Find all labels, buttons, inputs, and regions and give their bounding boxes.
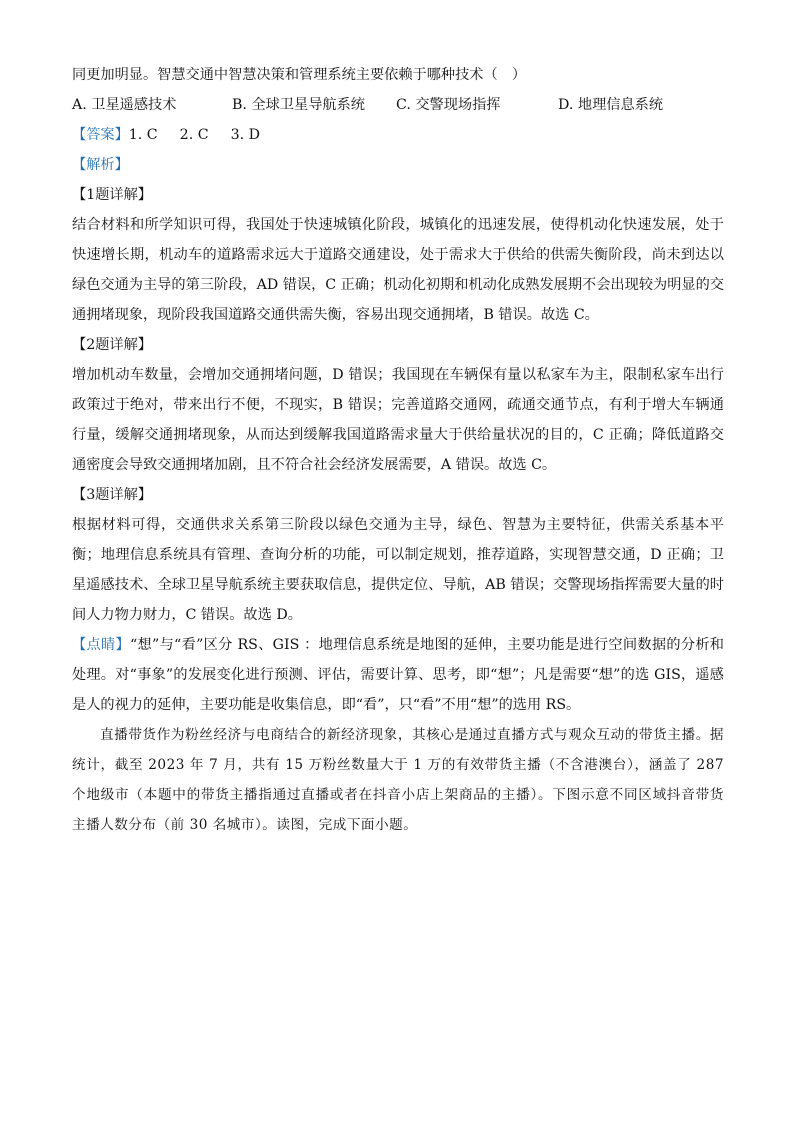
question-stem: 同更加明显。智慧交通中智慧决策和管理系统主要依赖于哪种技术（ ） [72,67,527,83]
option-a: A. 卫星遥感技术 [72,97,177,113]
material-paragraph: 直播带货作为粉丝经济与电商结合的新经济现象，其核心是通过直播方式与观众互动的带货主播。据统计，截至 2023 年 7 月，共有 15 万粉丝数量大于 1 万的有效带货主播（不含港澳台），涵盖了 287 个地级市（本题中的带货主播指通过直播或者在抖音小店上架商品的主播）。下图示意不同区域抖音带货主播人数分布（前 30 名城市）。读图，完成下面小题。 [72,727,724,833]
tip-label: 【点睛】 [72,637,130,653]
detail1-heading: 【1题详解】 [72,187,152,203]
answer-item: 2. C [179,127,209,143]
tip-text: “想”与“看”区分 RS、GIS ：地理信息系统是地图的延伸，主要功能是进行空间数据的分析和处理。对“事象”的发展变化进行预测、评估，需要计算、思考，即“想”；凡是需要“想”的选 GIS，遥感是人的视力的延伸，主要功能是收集信息，即“看”，只“看”不用“想”的选用 RS。 [72,637,724,713]
tip-paragraph [72,630,724,720]
question-options [72,90,724,120]
detail1-text: 结合材料和所学知识可得，我国处于快速城镇化阶段，城镇化的迅速发展，使得机动化快速发展，处于快速增长期，机动车的道路需求远大于道路交通建设，处于需求大于供给的供需失衡阶段，尚未到达以绿色交通为主导的第三阶段，AD 错误，C 正确；机动化初期和机动化成熟发展期不会出现较为明显的交通拥堵现象，现阶段我国道路交通供需失衡，容易出现交通拥堵，B 错误。故选 C。 [72,217,724,323]
answer-line [72,120,724,150]
detail2-text: 增加机动车数量，会增加交通拥堵问题，D 错误；我国现在车辆保有量以私家车为主，限制私家车出行政策过于绝对，带来出行不便，不现实，B 错误；完善道路交通网，疏通交通节点，有利于增大车辆通行量，缓解交通拥堵现象，从而达到缓解我国道路需求量大于供给量状况的目的，C 正确；降低道路交通密度会导致交通拥堵加剧，且不符合社会经济发展需要，A 错误。故选 C。 [72,367,724,473]
detail3-heading: 【3题详解】 [72,487,152,503]
analysis-label: 【解析】 [72,157,129,173]
answer-label: 【答案】 [72,127,129,143]
detail3-text: 根据材料可得，交通供求关系第三阶段以绿色交通为主导，绿色、智慧为主要特征，供需关系基本平衡；地理信息系统具有管理、查询分析的功能，可以制定规划，推荐道路，实现智慧交通，D 正确；卫星遥感技术、全球卫星导航系统主要获取信息，提供定位、导航，AB 错误；交警现场指挥需要大量的时间人力物力财力，C 错误。故选 D。 [72,517,724,623]
answer-item: 3. D [230,127,260,143]
option-c: C. 交警现场指挥 [396,97,501,113]
document-page [72,60,724,840]
option-b: B. 全球卫星导航系统 [232,97,365,113]
answer-item: 1. C [128,127,158,143]
detail2-heading: 【2题详解】 [72,337,152,353]
option-d: D. 地理信息系统 [558,97,664,113]
